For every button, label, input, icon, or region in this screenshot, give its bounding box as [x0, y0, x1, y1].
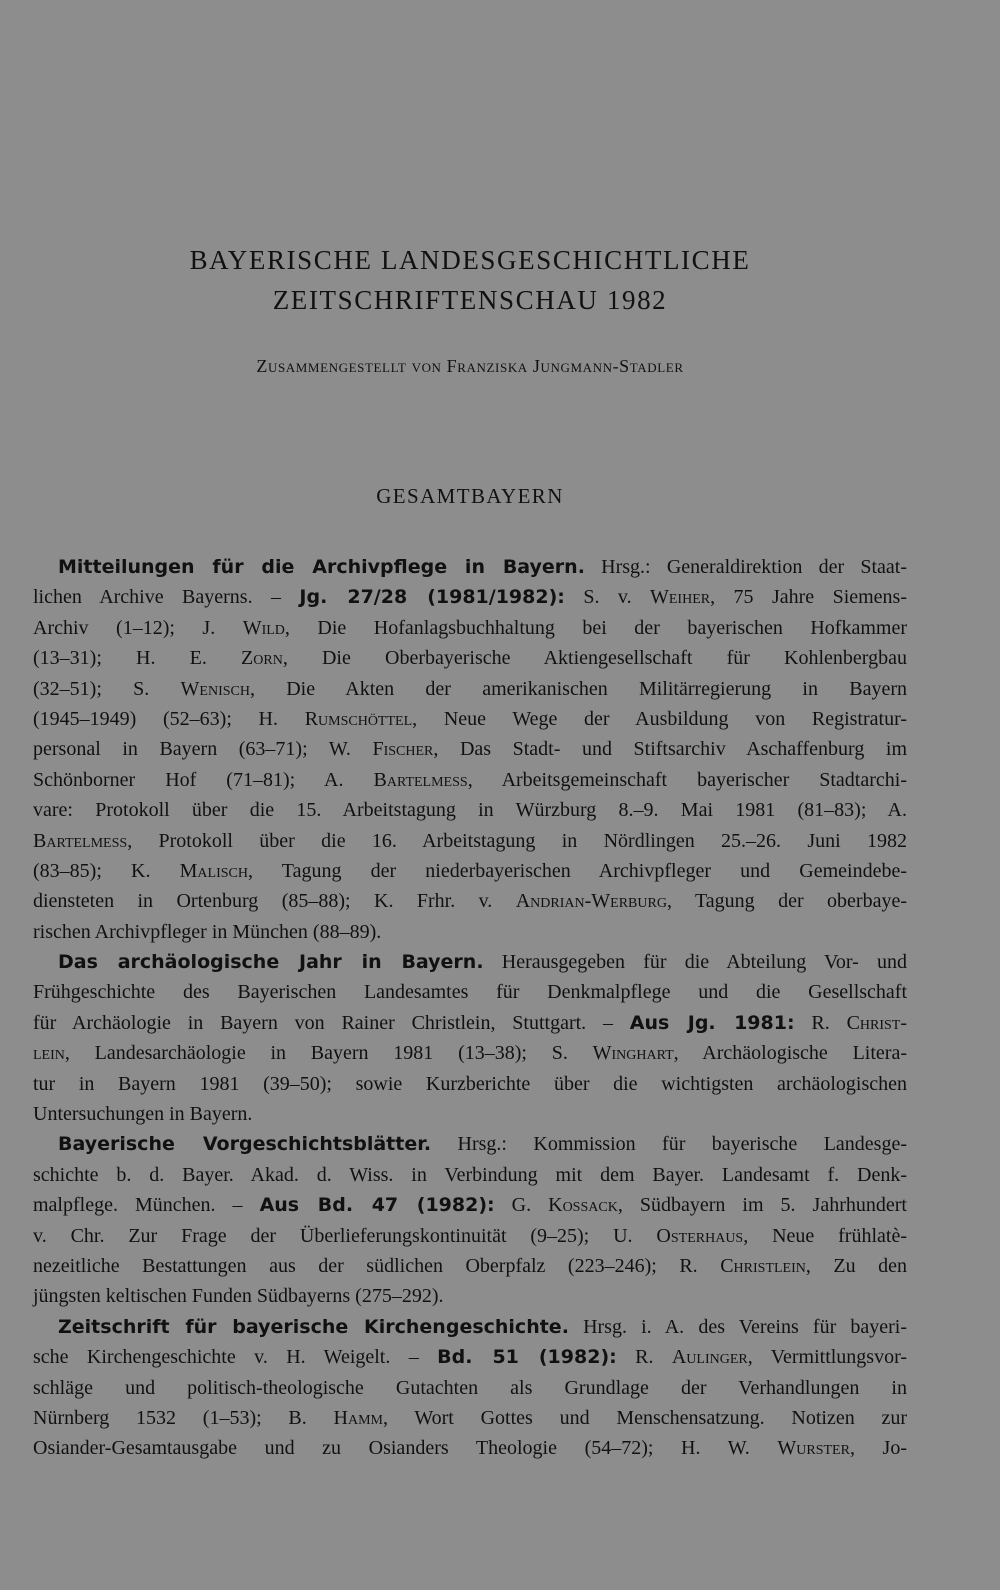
- text-segment: nezeitliche Bestattungen aus der südlichen Oberpfalz (223–246); R.: [33, 1254, 721, 1277]
- compiled-by: [120, 356, 820, 377]
- bold-segment: Jg. 27/28 (1981/1982):: [299, 586, 565, 609]
- text-segment: für Archäologie in Bayern von Rainer Christlein, Stuttgart. –: [33, 1011, 630, 1034]
- text-segment: , Archäologische Litera-: [673, 1042, 907, 1065]
- text-segment: sche Kirchengeschichte v. H. Weigelt. –: [33, 1346, 438, 1369]
- text-line: [33, 1160, 907, 1190]
- text-line: [33, 765, 907, 795]
- text-segment: Hrsg.: Kommission für bayerische Landesge-: [431, 1133, 907, 1156]
- text-segment: S. v.: [564, 586, 650, 609]
- text-segment: malpflege. München. –: [33, 1194, 260, 1217]
- bold-segment: Aus Bd. 47 (1982):: [259, 1194, 495, 1217]
- bold-segment: Bd. 51 (1982):: [437, 1346, 617, 1369]
- text-segment: schichte b. d. Bayer. Akad. d. Wiss. in Verbindung mit dem Bayer. Landesamt f. Denk-: [33, 1163, 907, 1186]
- text-segment: lichen Archive Bayerns. –: [33, 586, 300, 609]
- text-segment: , Tagung der oberbaye-: [666, 890, 907, 913]
- text-line: [33, 1312, 907, 1342]
- bold-segment: Mitteilungen für die Archivpflege in Bayern.: [58, 556, 585, 578]
- text-line: [33, 1251, 907, 1281]
- text-line: [33, 1221, 907, 1251]
- bold-segment: Aus Jg. 1981:: [629, 1011, 795, 1034]
- text-line: [33, 1008, 907, 1038]
- bold-segment: Zeitschrift für bayerische Kirchengeschichte.: [58, 1315, 569, 1338]
- text-line: [33, 886, 907, 916]
- text-segment: , Südbayern im 5. Jahrhundert: [617, 1194, 907, 1217]
- text-segment: , Landesarchäologie in Bayern 1981 (13–38); S.: [64, 1042, 593, 1065]
- text-segment: v. Chr. Zur Frage der Überlieferungskontinuität (9–25); U.: [33, 1224, 657, 1247]
- text-line: [33, 1403, 907, 1433]
- compiled-by-prefix: Zusammengestellt von: [256, 356, 442, 376]
- text-segment: , Die Hofanlagsbuchhaltung bei der bayerischen Hofkammer: [284, 616, 907, 639]
- text-line: [33, 552, 907, 582]
- author-name: Christlein: [720, 1254, 806, 1277]
- text-segment: rischen Archivpfleger in München (88–89).: [33, 920, 382, 943]
- section-heading: GESAMTBAYERN: [376, 484, 564, 508]
- text-line: [33, 582, 907, 612]
- text-line: [33, 1342, 907, 1372]
- author-name: Malisch: [179, 859, 248, 882]
- author-name: Zorn: [241, 647, 283, 670]
- author-name: Fischer: [372, 738, 434, 761]
- text-line: [33, 1069, 907, 1099]
- author-name: Kossack: [548, 1194, 618, 1217]
- text-line: [33, 1190, 907, 1220]
- author-name: Christ-: [846, 1011, 908, 1034]
- title-line-2: ZEITSCHRIFTENSCHAU 1982: [272, 285, 668, 315]
- author-name: Wild: [242, 616, 285, 639]
- text-segment: Osiander-Gesamtausgabe und zu Osianders Theologie (54–72); H. W.: [33, 1437, 778, 1460]
- text-segment: schläge und politisch-theologische Gutachten als Grundlage der Verhandlungen in: [33, 1376, 907, 1399]
- text-line: [33, 1433, 907, 1463]
- text-segment: Nürnberg 1532 (1–53); B.: [33, 1406, 334, 1429]
- text-line: [33, 977, 907, 1007]
- text-segment: , 75 Jahre Siemens-: [710, 586, 908, 609]
- text-line: [33, 734, 907, 764]
- text-segment: G.: [494, 1194, 549, 1217]
- text-segment: , Arbeitsgemeinschaft bayerischer Stadtarchi-: [467, 768, 907, 791]
- text-segment: Hrsg. i. A. des Vereins für bayeri-: [568, 1315, 908, 1338]
- text-segment: , Wort Gottes und Menschensatzung. Notizen zur: [382, 1406, 907, 1429]
- author-name: Weiher: [650, 586, 711, 609]
- text-segment: Untersuchungen in Bayern.: [33, 1103, 253, 1126]
- text-segment: jüngsten keltischen Funden Südbayerns (275–292).: [33, 1285, 444, 1308]
- author-name: Andrian-Werburg: [515, 890, 667, 913]
- text-segment: Schönborner Hof (71–81); A.: [33, 768, 374, 791]
- text-segment: R.: [616, 1346, 672, 1369]
- author-name: Osterhaus: [656, 1224, 744, 1247]
- text-segment: , Neue frühlatè-: [743, 1224, 907, 1247]
- author-name: Aulinger: [671, 1346, 748, 1369]
- text-segment: , Die Oberbayerische Aktiengesellschaft für Kohlenbergbau: [282, 647, 907, 670]
- bold-segment: Das archäologische Jahr in Bayern.: [58, 951, 484, 974]
- text-segment: , Tagung der niederbayerischen Archivpfleger und Gemeindebe-: [247, 859, 907, 882]
- text-segment: diensteten in Ortenburg (85–88); K. Frhr. v.: [33, 890, 516, 913]
- text-line: [33, 856, 907, 886]
- text-segment: Hrsg.: Generaldirektion der Staat-: [584, 556, 907, 578]
- text-segment: Archiv (1–12); J.: [33, 616, 243, 639]
- text-line: [33, 1281, 907, 1311]
- title-line-1: BAYERISCHE LANDESGESCHICHTLICHE: [189, 245, 751, 275]
- text-line: [33, 947, 907, 977]
- text-line: [33, 674, 907, 704]
- text-segment: , Neue Wege der Ausbildung von Registratur-: [412, 707, 908, 730]
- text-segment: Herausgegeben für die Abteilung Vor- und: [483, 951, 908, 974]
- body-text: [33, 552, 907, 1464]
- author-name: Wurster: [777, 1437, 850, 1460]
- text-segment: R.: [794, 1011, 847, 1034]
- text-segment: , Die Akten der amerikanischen Militärregierung in Bayern: [249, 677, 907, 700]
- text-line: [33, 1129, 907, 1159]
- text-segment: , Das Stadt- und Stiftsarchiv Aschaffenburg im: [433, 738, 908, 761]
- text-segment: , Vermittlungsvor-: [747, 1346, 908, 1369]
- text-line: [33, 643, 907, 673]
- text-line: [33, 1373, 907, 1403]
- text-segment: (1945–1949) (52–63); H.: [33, 707, 305, 730]
- bold-segment: Bayerische Vorgeschichtsblätter.: [58, 1133, 432, 1156]
- author-name: Bartelmess: [33, 829, 128, 852]
- text-segment: (83–85); K.: [33, 859, 180, 882]
- compiled-by-name: Franziska Jungmann-Stadler: [446, 356, 684, 376]
- text-segment: (13–31); H. E.: [33, 647, 242, 670]
- author-name: Hamm: [333, 1406, 383, 1429]
- text-segment: , Jo-: [849, 1437, 908, 1460]
- author-name: lein: [33, 1042, 65, 1065]
- text-line: [33, 826, 907, 856]
- text-segment: , Zu den: [805, 1254, 908, 1277]
- text-line: [33, 704, 907, 734]
- text-segment: vare: Protokoll über die 15. Arbeitstagung in Würzburg 8.–9. Mai 1981 (81–83); A.: [33, 799, 907, 822]
- text-segment: Frühgeschichte des Bayerischen Landesamtes für Denkmalpflege und die Gesellschaft: [33, 981, 907, 1004]
- text-segment: personal in Bayern (63–71); W.: [33, 738, 373, 761]
- author-name: Winghart: [592, 1042, 674, 1065]
- text-line: [33, 1099, 907, 1129]
- text-segment: (32–51); S.: [33, 677, 181, 700]
- text-line: [33, 613, 907, 643]
- text-line: [33, 795, 907, 825]
- text-segment: tur in Bayern 1981 (39–50); sowie Kurzberichte über die wichtigsten archäologischen: [33, 1072, 907, 1095]
- text-line: [33, 1038, 907, 1068]
- author-name: Rumschöttel: [304, 707, 413, 730]
- author-name: Wenisch: [180, 677, 250, 700]
- page-title: [150, 240, 790, 320]
- author-name: Bartelmess: [373, 768, 468, 791]
- text-segment: , Protokoll über die 16. Arbeitstagung in Nördlingen 25.–26. Juni 1982: [127, 829, 907, 852]
- text-line: [33, 917, 907, 947]
